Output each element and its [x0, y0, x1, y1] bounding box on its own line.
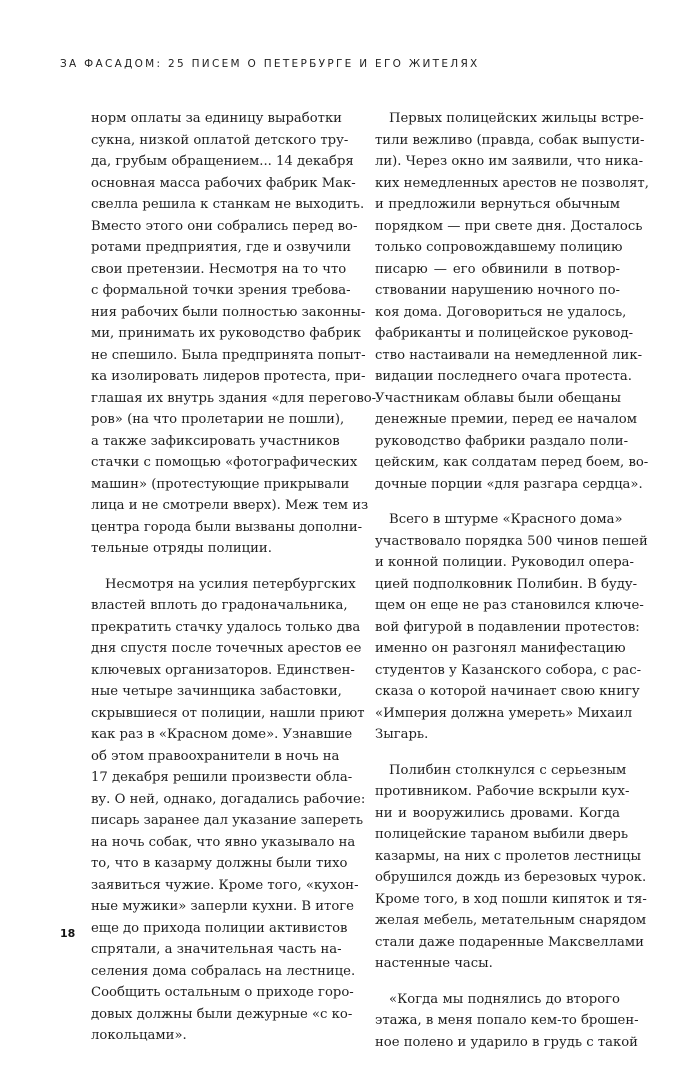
text-line: Первых полицейских жильцы встре- [389, 111, 644, 126]
text-line: «Империя должна умереть» Михаил [375, 705, 633, 721]
text-line: студентов у Казанского собора, с рас- [375, 662, 642, 678]
text-line: ключевых организаторов. Единствен- [91, 662, 355, 678]
text-line: не спешило. Была предпринята попыт- [91, 347, 366, 363]
text-line: стачки с помощью «фотографических [91, 455, 358, 470]
text-line: коя дома. Договориться не удалось, [375, 304, 627, 320]
text-line: ство настаивали на немедленной лик- [375, 347, 643, 363]
paragraph [91, 108, 377, 560]
text-line: ные четыре зачинщика забастовки, [91, 684, 342, 699]
text-line: еще до прихода полиции активистов [91, 920, 348, 936]
text-line: писарю — его обвинили в потвор- [375, 261, 620, 277]
text-line: дочные порции «для разгара сердца». [375, 476, 643, 492]
text-line: Кроме того, в ход пошли кипяток и тя- [375, 891, 647, 907]
text-line: цией подполковник Полибин. В буду- [375, 576, 638, 592]
text-line: порядком — при свете дня. Досталось [375, 218, 643, 234]
text-line: свелла решила к станкам не выходить. [91, 197, 365, 212]
text-line: ми, принимать их руководство фабрик [91, 326, 361, 341]
text-line: «Когда мы поднялись до второго [389, 991, 620, 1007]
text-line: об этом правоохранители в ночь на [91, 748, 340, 764]
text-line: глашая их внутрь здания «для перегово- [91, 390, 377, 406]
text-line: противником. Рабочие вскрыли кух- [375, 784, 630, 799]
text-line: ких немедленных арестов не позволят, [375, 175, 649, 191]
text-line: Всего в штурме «Красного дома» [389, 512, 623, 527]
text-line: центра города были вызваны дополни- [91, 519, 363, 535]
paragraph [375, 760, 647, 975]
text-line: да, грубым обращением... 14 декабря [91, 154, 354, 169]
text-line: писарь заранее дал указание запереть [91, 813, 364, 828]
page-number: 18 [60, 927, 76, 940]
text-line: заявиться чужие. Кроме того, «кухон- [91, 877, 359, 893]
text-line: ствовании нарушению ночного по- [375, 283, 620, 298]
paragraph [375, 509, 648, 746]
text-line: на ночь собак, что явно указывало на [91, 834, 356, 850]
text-line: руководство фабрики раздало поли- [375, 433, 629, 449]
text-line: вой фигурой в подавлении протестов: [375, 619, 640, 635]
text-line: ни и вооружились дровами. Когда [375, 805, 620, 821]
text-line: норм оплаты за единицу выработки [91, 111, 342, 126]
text-line: и конной полиции. Руководил опера- [375, 555, 634, 570]
text-line: довых должны были дежурные «с ко- [91, 1006, 353, 1022]
text-line: дня спустя после точечных арестов ее [91, 641, 362, 656]
text-line: свои претензии. Несмотря на то что [91, 261, 347, 277]
text-line: сказа о которой начинает свою книгу [375, 684, 640, 699]
text-line: желая мебель, метательным снарядом [375, 913, 647, 928]
text-line: Вместо этого они собрались перед во- [91, 218, 358, 234]
text-line: ров» (на что пролетарии не пошли), [91, 412, 345, 427]
text-line: фабриканты и полицейское руковод- [375, 326, 634, 341]
text-line: скрывшиеся от полиции, нашли приют [91, 705, 365, 721]
text-line: ное полено и ударило в грудь с такой [375, 1034, 638, 1050]
text-line: властей вплоть до градоначальника, [91, 598, 348, 613]
text-line: видации последнего очага протеста. [375, 369, 632, 384]
text-line: полицейские тараном выбили дверь [375, 827, 629, 842]
right-column [375, 108, 649, 1067]
text-line: основная масса рабочих фабрик Мак- [91, 175, 356, 191]
text-line: ка изолировать лидеров протеста, при- [91, 369, 366, 384]
text-line: этажа, в меня попало кем-то брошен- [375, 1013, 639, 1028]
text-line: цейским, как солдатам перед боем, во- [375, 455, 649, 470]
text-line: спрятали, а значительная часть на- [91, 942, 342, 957]
text-line: селения дома собралась на лестнице. [91, 963, 356, 979]
text-line: лица и не смотрели вверх). Меж тем из [91, 498, 369, 513]
text-line: прекратить стачку удалось только два [91, 619, 361, 635]
text-line: Зыгарь. [375, 727, 429, 742]
text-line: Несмотря на усилия петербургских [105, 576, 356, 592]
text-line: как раз в «Красном доме». Узнавшие [91, 727, 353, 742]
text-line: щем он еще не раз становился ключе- [375, 598, 644, 613]
text-line: тельные отряды полиции. [91, 541, 272, 556]
text-line: ли). Через окно им заявили, что ника- [375, 154, 644, 169]
text-line: машин» (протестующие прикрывали [91, 476, 350, 492]
paragraph [375, 989, 639, 1054]
text-line: настенные часы. [375, 956, 493, 971]
running-head: ЗА ФАСАДОМ: 25 ПИСЕМ О ПЕТЕРБУРГЕ И ЕГО ЖИТЕЛЯХ [60, 58, 480, 70]
text-line: ву. О ней, однако, догадались рабочие: [91, 791, 366, 807]
text-line: денежные премии, перед ее началом [375, 412, 637, 427]
text-line: ротами предприятия, где и озвучили [91, 240, 352, 255]
text-line: тили вежливо (правда, собак выпусти- [375, 132, 645, 148]
text-line: Участникам облавы были обещаны [375, 390, 622, 406]
text-line: с формальной точки зрения требова- [91, 283, 351, 298]
text-line: только сопровождавшему полицию [375, 240, 623, 255]
left-column [91, 108, 377, 1061]
text-line: участвовало порядка 500 чинов пешей [375, 533, 648, 549]
text-line: казармы, на них с пролетов лестницы [375, 848, 641, 864]
text-line: ные мужики» заперли кухни. В итоге [91, 899, 354, 914]
text-line: и предложили вернуться обычным [375, 197, 620, 212]
text-line: ния рабочих были полностью законны- [91, 304, 366, 320]
text-line: Сообщить остальным о приходе горо- [91, 985, 354, 1000]
text-line: сукна, низкой оплатой детского тру- [91, 132, 349, 148]
text-line: обрушился дождь из березовых чурок. [375, 870, 647, 885]
text-line: 17 декабря решили произвести обла- [91, 770, 353, 785]
text-line: именно он разгонял манифестацию [375, 641, 626, 656]
text-line: стали даже подаренные Максвеллами [375, 934, 644, 950]
text-line: то, что в казарму должны были тихо [91, 856, 348, 871]
text-line: Полибин столкнулся с серьезным [389, 762, 627, 778]
paragraph [375, 108, 649, 495]
text-line: а также зафиксировать участников [91, 433, 340, 449]
text-line: локольцами». [91, 1028, 187, 1043]
paragraph [91, 574, 366, 1047]
